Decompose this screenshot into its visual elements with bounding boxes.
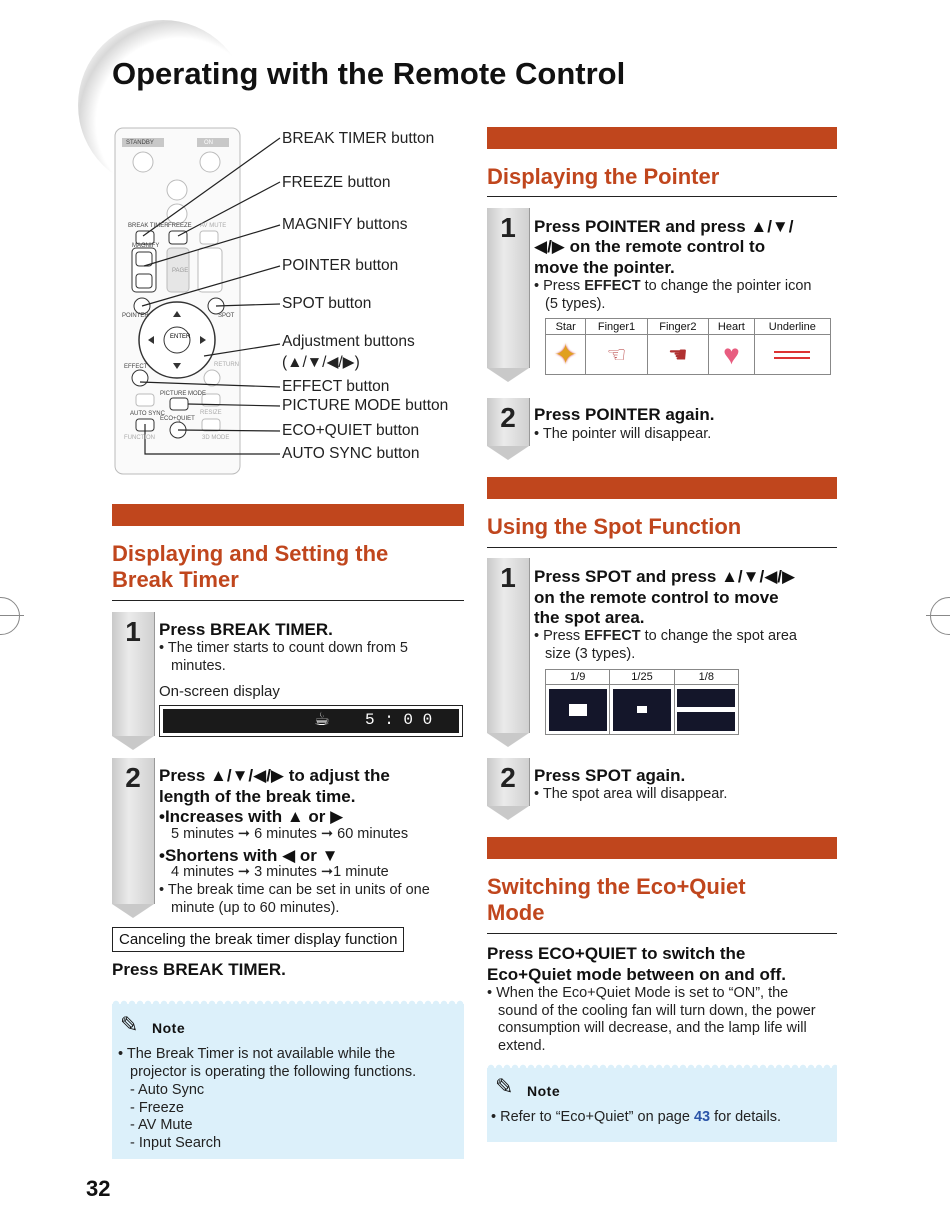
remote-key-magnify: MAGNIFY bbox=[132, 243, 160, 249]
step-number: 1 bbox=[125, 616, 141, 647]
step-bullet: • The pointer will disappear. bbox=[534, 426, 712, 442]
page-link[interactable]: 43 bbox=[693, 1109, 711, 1125]
spot-1-8-icon bbox=[674, 685, 738, 735]
eco-instruction-line bbox=[487, 943, 745, 964]
note-title: Note bbox=[152, 1020, 186, 1036]
note-line bbox=[491, 1108, 781, 1126]
section-heading-break-timer bbox=[112, 541, 388, 593]
decrease-sequence: 4 minutes ➞ 3 minutes ➞1 minute bbox=[171, 864, 389, 880]
section-rule bbox=[487, 547, 837, 548]
decrease-label: •Shortens with ◀ or ▼ bbox=[159, 846, 339, 865]
heading-line: Displaying and Setting the bbox=[112, 541, 389, 566]
osd-label: On-screen display bbox=[159, 683, 280, 700]
eco-bullet-cont: sound of the cooling fan will turn down, the power bbox=[498, 1003, 816, 1019]
heart-pointer-icon: ♥ bbox=[709, 335, 755, 375]
section-bar-break-timer bbox=[112, 504, 464, 526]
heading-line: Switching the Eco+Quiet bbox=[487, 874, 746, 899]
label-eco-quiet-button: ECO+QUIET button bbox=[282, 422, 420, 439]
remote-key-3d-mode: 3D MODE bbox=[202, 435, 230, 441]
note-box-eco bbox=[487, 1068, 837, 1142]
key-name: POINTER bbox=[585, 405, 661, 424]
text: and press ▲/▼/◀/▶ bbox=[631, 567, 796, 586]
eco-instruction-line: Eco+Quiet mode between on and off. bbox=[487, 965, 786, 984]
key-name: EFFECT bbox=[584, 278, 641, 294]
section-bar-spot bbox=[487, 477, 837, 499]
page-title: Operating with the Remote Control bbox=[112, 56, 626, 91]
underline-pointer-icon bbox=[754, 335, 830, 375]
key-name: ECO+QUIET bbox=[538, 944, 637, 963]
key-name: BREAK TIMER bbox=[163, 960, 282, 979]
cancel-box: Canceling the break timer display function bbox=[112, 927, 404, 952]
step-bullet bbox=[534, 277, 812, 295]
step-tab-2 bbox=[112, 758, 155, 904]
text: • Refer to “Eco+Quiet” on page bbox=[491, 1109, 694, 1125]
step-tab-2 bbox=[487, 758, 530, 806]
text: Press bbox=[534, 217, 586, 236]
label-picture-mode-button: PICTURE MODE button bbox=[282, 397, 449, 414]
remote-key-standby: STANDBY bbox=[126, 140, 154, 146]
heading-line: Mode bbox=[487, 900, 545, 925]
text: Press bbox=[159, 620, 211, 639]
cancel-instruction bbox=[112, 959, 286, 980]
step-title bbox=[159, 619, 333, 640]
label-break-timer-button: BREAK TIMER button bbox=[282, 130, 435, 147]
step-bullet bbox=[534, 627, 797, 645]
step-title-line bbox=[534, 216, 793, 237]
text: • Press bbox=[534, 628, 585, 644]
step-title-line: move the pointer. bbox=[534, 258, 675, 277]
section-heading-pointer: Displaying the Pointer bbox=[487, 164, 720, 189]
text: Press bbox=[534, 405, 586, 424]
eco-bullet-cont: consumption will decrease, and the lamp life will bbox=[498, 1020, 807, 1036]
section-rule bbox=[112, 600, 464, 601]
key-name: POINTER bbox=[585, 217, 661, 236]
label-auto-sync-button: AUTO SYNC button bbox=[282, 445, 420, 462]
svg-text:ENTER: ENTER bbox=[170, 334, 191, 340]
spot-size-label: 1/8 bbox=[674, 670, 738, 685]
remote-key-function: FUNCTION bbox=[124, 435, 155, 441]
remote-key-pointer: POINTER bbox=[122, 313, 149, 319]
osd-display bbox=[159, 705, 463, 737]
text: again. bbox=[660, 405, 715, 424]
text: again. bbox=[631, 766, 686, 785]
remote-key-effect: EFFECT bbox=[124, 364, 148, 370]
section-rule bbox=[487, 196, 837, 197]
remote-key-return: RETURN bbox=[214, 362, 239, 368]
step-title bbox=[534, 765, 685, 786]
note-box-break-timer bbox=[112, 1004, 464, 1159]
spot-1-25-icon bbox=[610, 685, 674, 735]
label-adjustment-arrows: (▲/▼/◀/▶) bbox=[282, 354, 360, 371]
step-number: 1 bbox=[500, 212, 516, 243]
text: Press bbox=[534, 567, 586, 586]
text: Press bbox=[487, 944, 539, 963]
label-freeze-button: FREEZE button bbox=[282, 174, 391, 191]
finger2-pointer-icon: ☚ bbox=[647, 335, 708, 375]
eco-bullet-cont: extend. bbox=[498, 1038, 546, 1054]
text: Press bbox=[112, 960, 164, 979]
note-item: - Input Search bbox=[130, 1135, 222, 1151]
section-bar-pointer bbox=[487, 127, 837, 149]
spot-1-9-icon bbox=[546, 685, 610, 735]
osd-time: 5 : 0 0 bbox=[365, 711, 433, 729]
remote-key-eco-quiet: ECO+QUIET bbox=[160, 416, 195, 422]
step-tab-2 bbox=[487, 398, 530, 446]
remote-key-resize: RESIZE bbox=[200, 410, 222, 416]
registration-mark bbox=[0, 597, 20, 635]
increase-label: •Increases with ▲ or ▶ bbox=[159, 807, 344, 826]
key-name: SPOT bbox=[585, 567, 632, 586]
note-line: projector is operating the following functions. bbox=[130, 1064, 417, 1080]
remote-key-picture-mode: PICTURE MODE bbox=[160, 391, 207, 397]
pencil-icon: ✎ bbox=[120, 1012, 139, 1037]
label-magnify-buttons: MAGNIFY buttons bbox=[282, 216, 408, 233]
section-heading-spot: Using the Spot Function bbox=[487, 514, 742, 539]
pointer-type-label: Finger2 bbox=[647, 319, 708, 335]
registration-line bbox=[0, 615, 24, 616]
note-item: - AV Mute bbox=[130, 1117, 193, 1133]
text: to switch the bbox=[636, 944, 746, 963]
step-title-line bbox=[534, 566, 795, 587]
pointer-type-label: Finger1 bbox=[586, 319, 647, 335]
key-name: BREAK TIMER bbox=[210, 620, 329, 639]
pointer-type-label: Underline bbox=[754, 319, 830, 335]
remote-key-av-mute: AV MUTE bbox=[200, 223, 227, 229]
step-number: 2 bbox=[500, 762, 516, 793]
step-bullet-cont: minute (up to 60 minutes). bbox=[171, 900, 340, 916]
text: . bbox=[328, 620, 333, 639]
pointer-type-label: Heart bbox=[709, 319, 755, 335]
label-pointer-button: POINTER button bbox=[282, 257, 399, 274]
step-title-line: ◀/▶ on the remote control to bbox=[534, 237, 766, 256]
registration-mark bbox=[930, 597, 950, 635]
increase-sequence: 5 minutes ➞ 6 minutes ➞ 60 minutes bbox=[171, 826, 409, 842]
step-title-line: the spot area. bbox=[534, 608, 645, 627]
pointer-types-table bbox=[545, 318, 831, 375]
note-line: • The Break Timer is not available while the bbox=[118, 1046, 396, 1062]
section-heading-eco bbox=[487, 874, 746, 926]
remote-key-freeze: FREEZE bbox=[168, 223, 192, 229]
text: • Press bbox=[534, 278, 585, 294]
text: to change the spot area bbox=[640, 628, 797, 644]
step-title-line: on the remote control to move bbox=[534, 588, 779, 607]
step-bullet-cont: (5 types). bbox=[545, 296, 606, 312]
step-bullet-cont: size (3 types). bbox=[545, 646, 636, 662]
step-bullet: • The timer starts to count down from 5 bbox=[159, 640, 408, 656]
step-bullet-cont: minutes. bbox=[171, 658, 226, 674]
spot-size-label: 1/9 bbox=[546, 670, 610, 685]
registration-line bbox=[926, 615, 950, 616]
coffee-cup-icon: ☕ bbox=[314, 709, 331, 729]
step-title-line: Press ▲/▼/◀/▶ to adjust the bbox=[159, 766, 390, 785]
step-title bbox=[534, 404, 714, 425]
remote-key-spot: SPOT bbox=[218, 313, 235, 319]
step-tab-1 bbox=[487, 558, 530, 733]
eco-bullet: • When the Eco+Quiet Mode is set to “ON”, the bbox=[487, 985, 789, 1001]
key-name: EFFECT bbox=[584, 628, 641, 644]
step-bullet: • The break time can be set in units of one bbox=[159, 882, 430, 898]
step-number: 2 bbox=[500, 402, 516, 433]
finger1-pointer-icon: ☜ bbox=[586, 335, 647, 375]
label-effect-button: EFFECT button bbox=[282, 378, 390, 395]
heading-line: Break Timer bbox=[112, 567, 239, 592]
section-rule bbox=[487, 933, 837, 934]
label-adjustment-buttons: Adjustment buttons bbox=[282, 333, 415, 350]
text: Press bbox=[534, 766, 586, 785]
note-item: - Freeze bbox=[130, 1100, 184, 1116]
section-bar-eco bbox=[487, 837, 837, 859]
step-tab-1 bbox=[112, 612, 155, 736]
text: to change the pointer icon bbox=[640, 278, 812, 294]
page-number: 32 bbox=[86, 1176, 111, 1201]
step-number: 1 bbox=[500, 562, 516, 593]
step-title-line: length of the break time. bbox=[159, 787, 356, 806]
step-number: 2 bbox=[125, 762, 141, 793]
text: for details. bbox=[710, 1109, 782, 1125]
note-item: - Auto Sync bbox=[130, 1082, 205, 1098]
label-spot-button: SPOT button bbox=[282, 295, 372, 312]
remote-key-page: PAGE bbox=[172, 268, 189, 274]
text: and press ▲/▼/ bbox=[660, 217, 794, 236]
star-pointer-icon: ✦ bbox=[546, 335, 586, 375]
note-title: Note bbox=[527, 1083, 561, 1099]
step-tab-1 bbox=[487, 208, 530, 368]
remote-key-auto-sync: AUTO SYNC bbox=[130, 411, 165, 417]
pencil-icon: ✎ bbox=[495, 1074, 514, 1099]
spot-sizes-table bbox=[545, 669, 739, 735]
spot-size-label: 1/25 bbox=[610, 670, 674, 685]
key-name: SPOT bbox=[585, 766, 632, 785]
remote-key-break-timer: BREAK TIMER bbox=[128, 223, 169, 229]
text: . bbox=[281, 960, 286, 979]
step-bullet: • The spot area will disappear. bbox=[534, 786, 728, 802]
remote-key-on: ON bbox=[204, 140, 213, 146]
pointer-type-label: Star bbox=[546, 319, 586, 335]
